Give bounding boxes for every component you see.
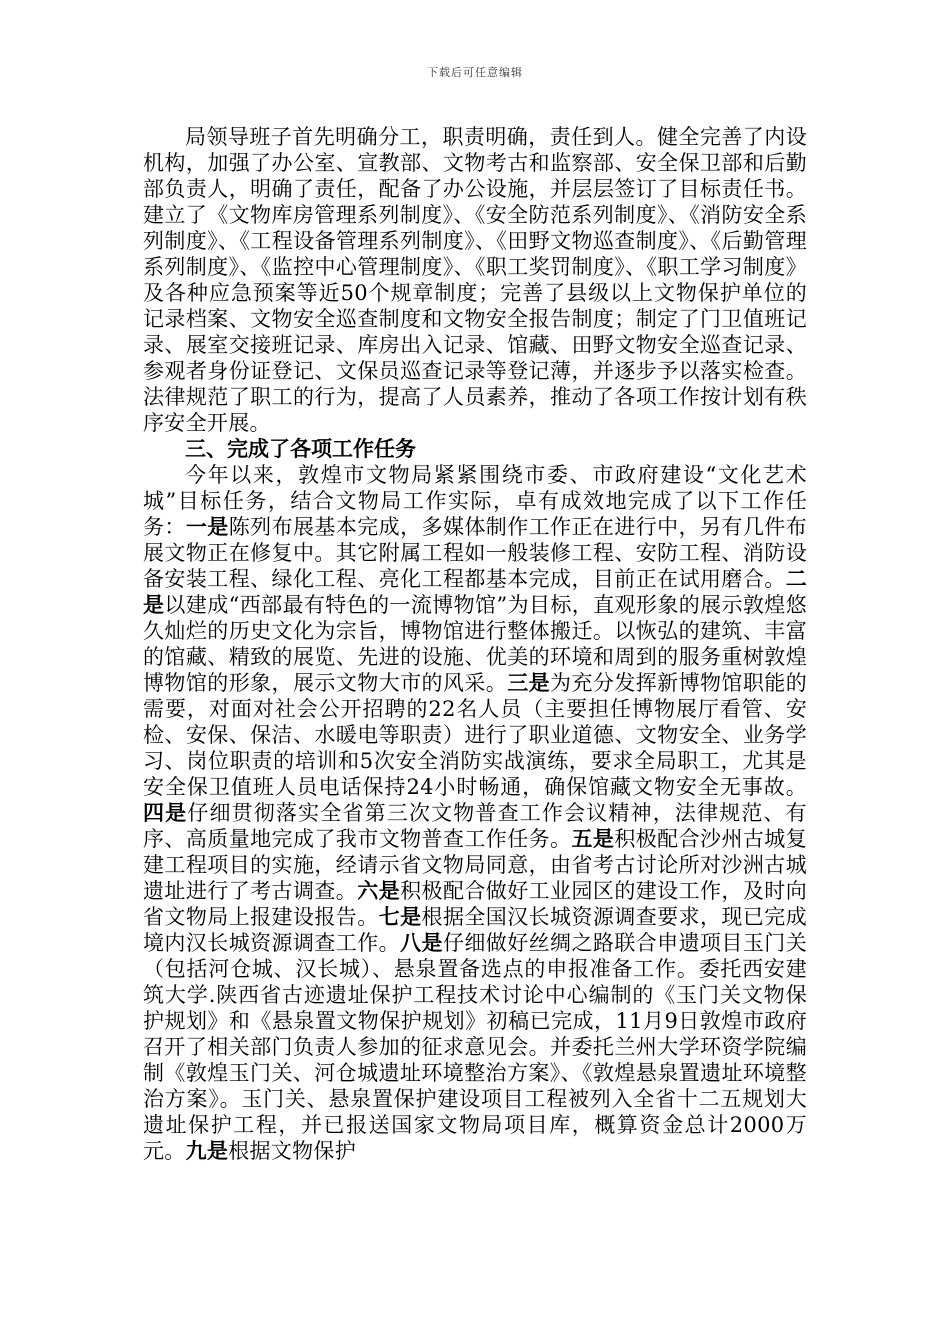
task-text-4: 仔细贯彻落实全省第三次文物普查工作会议精神，法律规范、有序、高质量地完成了我市文物普查工作任务。 <box>143 801 807 851</box>
task-marker-3: 三是 <box>507 670 551 695</box>
task-marker-7: 七是 <box>378 904 422 929</box>
task-marker-6: 六是 <box>357 878 401 903</box>
task-marker-9: 九是 <box>185 1138 229 1163</box>
task-text-5: 积极配合沙州古城复建工程项目的实施，经请示省文物局同意，由省考古讨论所对沙洲古城遗址进行了考古调查。 <box>143 827 808 903</box>
document-body <box>143 124 807 1164</box>
paragraph-management-systems: 局领导班子首先明确分工，职责明确，责任到人。健全完善了内设机构，加强了办公室、宣教部、文物考古和监察部、安全保卫部和后勤部负责人，明确了责任，配备了办公设施，并层层签订了目标责任书。建立了《文物库房管理系列制度》、《安全防范系列制度》、《消防安全系列制度》、《工程设备管理系列制度》、《田野文物巡查制度》、《后勤管理系列制度》、《监控中心管理制度》、《职工奖罚制度》、《职工学习制度》及各种应急预案等近50个规章制度；完善了县级以上文物保护单位的记录档案、文物安全巡查制度和文物安全报告制度；制定了门卫值班记录、展室交接班记录、库房出入记录、馆藏、田野文物安全巡查记录、参观者身份证登记、文保员巡查记录等登记薄，并逐步予以落实检查。法律规范了职工的行为，提高了人员素养，推动了各项工作按计划有秩序安全开展。 <box>143 125 807 435</box>
page-header: 下载后可任意编辑 <box>427 66 523 79</box>
paragraph-task-list <box>143 462 807 1164</box>
task-marker-1: 一是 <box>185 514 229 539</box>
task-text-7: 根据全国汉长城资源调查要求，现已完成境内汉长城资源调查工作。 <box>143 905 807 955</box>
section-heading-completed-tasks: 三、完成了各项工作任务 <box>185 436 416 461</box>
task-intro-text: 今年以来，敦煌市文物局紧紧围绕市委、市政府建设“文化艺术城”目标任务，结合文物局工作实际，卓有成效地完成了以下工作任务： <box>143 463 807 539</box>
task-text-6: 积极配合做好工业园区的建设工作，及时向省文物局上报建设报告。 <box>143 879 808 929</box>
task-marker-2: 二是 <box>143 566 807 617</box>
task-marker-5: 五是 <box>571 826 615 851</box>
task-text-1: 陈列布展基本完成，多媒体制作工作正在进行中，另有几件布展文物正在修复中。其它附属工程如一般装修工程、安防工程、消防设备安装工程、绿化工程、亮化工程都基本完成，目前正在试用磨合。 <box>143 515 807 591</box>
task-text-3: 为充分发挥新博物馆职能的需要，对面对社会公开招聘的22名人员（主要担任博物展厅看管、安检、安保、保洁、水暖电等职责）进行了职业道德、文物安全、业务学习、岗位职责的培训和5次安全消防实战演练，要求全局职工，尤其是安全保卫值班人员电话保持24小时畅通，确保馆藏文物安全无事故。 <box>143 671 807 799</box>
task-text-2: 以建成“西部最有特色的一流博物馆”为目标，直观形象的展示敦煌悠久灿烂的历史文化为宗旨，博物馆进行整体搬迁。以恢弘的建筑、丰富的馆藏、精致的展览、先进的设施、优美的环境和周到的服务重树敦煌博物馆的形象，展示文物大市的风采。 <box>143 593 807 695</box>
task-marker-4: 四是 <box>143 800 188 825</box>
task-marker-8: 八是 <box>400 930 443 955</box>
task-text-9: 根据文物保护 <box>228 1139 357 1163</box>
task-text-8: 仔细做好丝绸之路联合申遗项目玉门关（包括河仓城、汉长城）、悬泉置备选点的申报准备工作。委托西安建筑大学.陕西省古迹遗址保护工程技术讨论中心编制的《玉门关文物保护规划》和《悬泉置文物保护规划》初稿已完成，11月9日敦煌市政府召开了相关部门负责人参加的征求意见会。并委托兰州大学环资学院编制《敦煌玉门关、河仓城遗址环境整治方案》、《敦煌悬泉置遗址环境整治方案》。玉门关、悬泉置保护建设项目工程被列入全省十二五规划大遗址保护工程，并已报送国家文物局项目库，概算资金总计2000万元。 <box>143 931 807 1163</box>
